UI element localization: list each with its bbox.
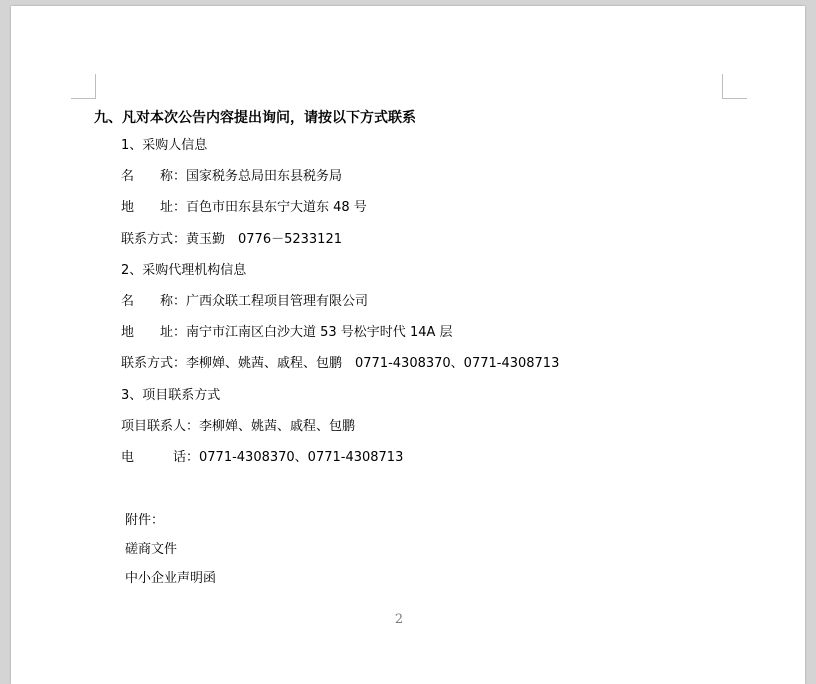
attachments-label: 附件： [125,513,165,528]
agency-name: 名 称：广西众联工程项目管理有限公司 [121,294,369,309]
page-number: 2 [394,612,404,627]
agency-address: 地 址：南宁市江南区白沙大道 53 号松宇时代 14A 层 [121,325,453,340]
document-page [11,6,805,684]
section-heading: 九、凡对本次公告内容提出询问，请按以下方式联系 [94,110,416,126]
project-contact-person: 项目联系人：李柳婵、姚茜、戚程、包鹏 [121,419,356,434]
margin-corner-marker-right [722,74,747,99]
attachment-item: 中小企业声明函 [125,571,217,586]
project-contact-title: 3、项目联系方式 [121,388,221,403]
margin-corner-marker-left [71,74,96,99]
attachment-item: 磋商文件 [125,542,178,557]
purchaser-address: 地 址：百色市田东县东宁大道东 48 号 [121,200,367,215]
purchaser-contact: 联系方式：黄玉勤 0776－5233121 [121,232,342,247]
purchaser-info-title: 1、采购人信息 [121,138,208,153]
agency-info-title: 2、采购代理机构信息 [121,263,247,278]
agency-contact: 联系方式：李柳婵、姚茜、戚程、包鹏 0771-4308370、0771-4308713 [121,356,560,371]
project-contact-phone: 电 话：0771-4308370、0771-4308713 [121,450,404,465]
purchaser-name: 名 称：国家税务总局田东县税务局 [121,169,343,184]
